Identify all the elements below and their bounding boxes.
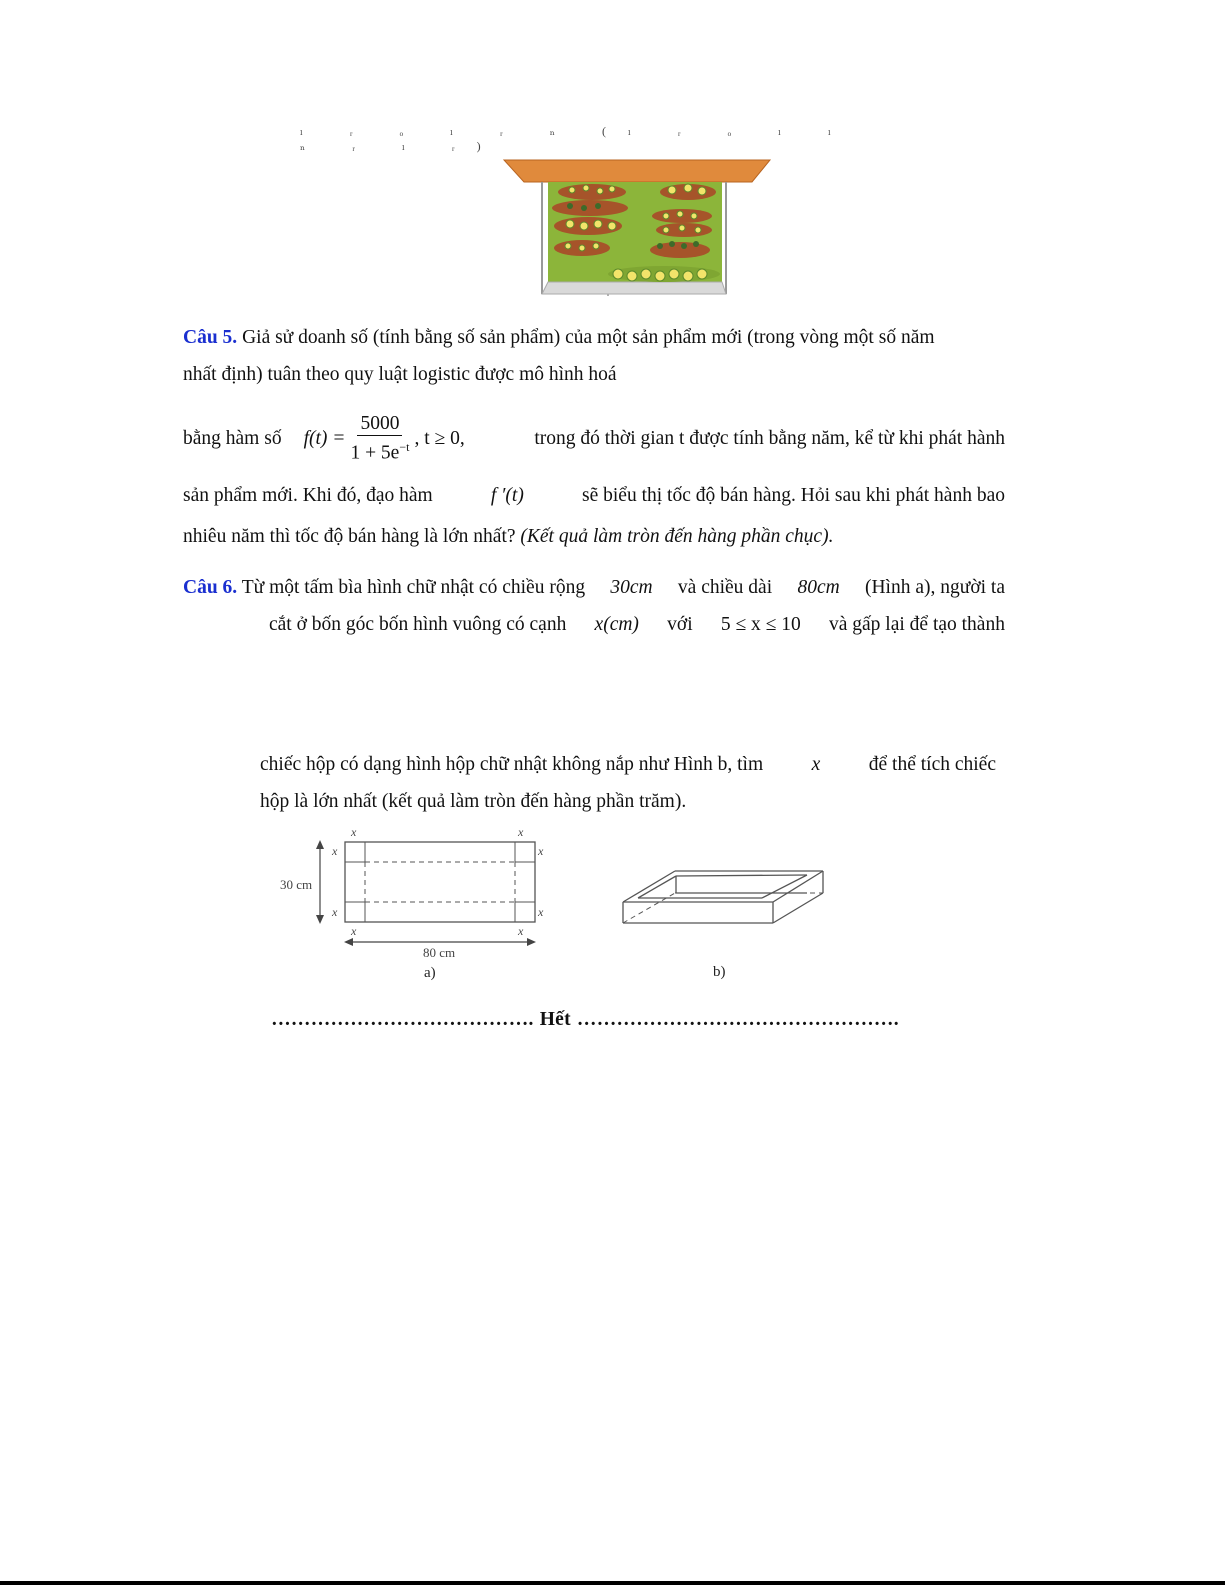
- derivative: f ′(t): [490, 485, 524, 506]
- figure-a-sheet: [270, 822, 570, 984]
- bottom-border: [0, 1581, 1225, 1585]
- fraction-denominator: 1 + 5e: [350, 442, 400, 464]
- clipped-text-line: ₗ ᵣ ₒ ₗ ᵣ ₙ (ₗ ᵣ ₒ ₗ ₗ ₙ ᵣ ₗ ᵣ): [300, 124, 853, 153]
- x-label-right-bottom: x: [538, 905, 544, 919]
- x-label-top-right: x: [518, 825, 524, 839]
- figure-b-box: [615, 862, 830, 984]
- x-cm: x(cm): [594, 614, 639, 635]
- q6-line-1: [183, 576, 1005, 600]
- width-value: 30cm: [610, 577, 653, 598]
- width-label: 30 cm: [280, 877, 313, 892]
- end-marker: [244, 1009, 926, 1031]
- fraction-exponent: −t: [399, 440, 410, 455]
- variable-x: x: [811, 754, 821, 775]
- length-label: 80 cm: [423, 945, 456, 960]
- function-condition: , t ≥ 0,: [414, 428, 465, 449]
- logistic-fraction: [347, 413, 412, 465]
- roof-shape: [504, 160, 770, 182]
- q6-line-3: [260, 753, 996, 777]
- garden-illustration: [500, 158, 775, 298]
- x-label-bottom-right: x: [518, 924, 524, 938]
- function-lhs: f(t) =: [303, 428, 346, 449]
- x-label-left-top: x: [332, 844, 338, 858]
- q6-line-4: hộp là lớn nhất (kết quả làm tròn đến hàng phần trăm).: [260, 791, 687, 812]
- sheet-outline: [345, 842, 535, 922]
- caption-a: a): [424, 965, 436, 981]
- q6-text-1b: và chiều dài: [677, 577, 773, 598]
- q6-text-2b: với: [667, 614, 693, 635]
- q5-rounding-note: (Kết quả làm tròn đến hàng phần chục).: [520, 526, 834, 547]
- q6-label: Câu 6.: [183, 577, 238, 598]
- end-word: Hết: [539, 1009, 571, 1030]
- q5-label: Câu 5.: [183, 327, 238, 348]
- q6-text-1a: Từ một tấm bìa hình chữ nhật có chiều rộng: [241, 577, 586, 598]
- q5-line-1: [183, 326, 1005, 350]
- q5-text-4b: sẽ biểu thị tốc độ bán hàng. Hỏi sau khi phát hành bao: [582, 485, 1005, 506]
- q5-line-5: [183, 525, 833, 549]
- x-range: 5 ≤ x ≤ 10: [720, 614, 801, 635]
- q5-line-2: nhất định) tuân theo quy luật logistic được mô hình hoá: [183, 364, 617, 385]
- q5-line-4: [183, 484, 1005, 508]
- q6-text-2c: và gấp lại để tạo thành: [828, 614, 1005, 635]
- q6-line-2: [269, 613, 1005, 637]
- q5-text-1: Giả sử doanh số (tính bằng số sản phẩm) của một sản phẩm mới (trong vòng một số năm: [242, 327, 935, 348]
- q5-text-5a: nhiêu năm thì tốc độ bán hàng là lớn nhất?: [183, 526, 516, 547]
- x-label-top-left: x: [351, 825, 357, 839]
- q6-text-3b: để thể tích chiếc: [868, 754, 996, 775]
- q6-text-2a: cắt ở bốn góc bốn hình vuông có cạnh: [269, 614, 567, 635]
- q5-text-3-prefix: bằng hàm số: [183, 428, 282, 449]
- dots-right: ………………………………………….: [576, 1009, 899, 1030]
- q5-line-3: [183, 413, 1005, 465]
- q6-text-1c: (Hình a), người ta: [864, 577, 1005, 598]
- x-label-right-top: x: [538, 844, 544, 858]
- q5-text-3-suffix: trong đó thời gian t được tính bằng năm, kể từ khi phát hành: [534, 428, 1005, 449]
- fraction-numerator: 5000: [357, 413, 402, 436]
- caption-b: b): [713, 964, 726, 980]
- x-label-left-bottom: x: [332, 905, 338, 919]
- x-label-bottom-left: x: [351, 924, 357, 938]
- dots-left: ………………………………….: [271, 1009, 534, 1030]
- q6-text-3a: chiếc hộp có dạng hình hộp chữ nhật không nắp như Hình b, tìm: [260, 754, 764, 775]
- length-value: 80cm: [797, 577, 840, 598]
- q5-text-4a: sản phẩm mới. Khi đó, đạo hàm: [183, 485, 433, 506]
